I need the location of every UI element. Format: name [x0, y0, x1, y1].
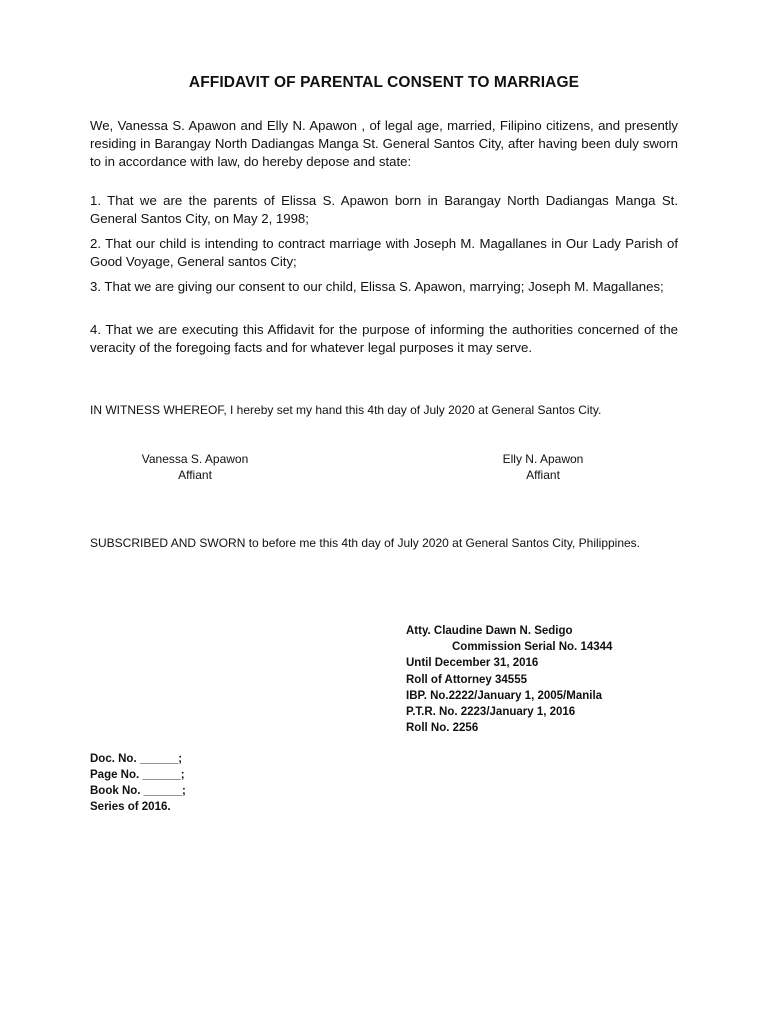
statement-item-1: 1. That we are the parents of Elissa S. Apawon born in Barangay North Dadiangas Manga St. General Santos City, on May 2, 1998;	[90, 193, 678, 226]
notary-ibp: IBP. No.2222/January 1, 2005/Manila	[406, 689, 603, 702]
notary-block	[406, 623, 612, 736]
series-year: Series of 2016.	[90, 801, 171, 813]
notary-commission: Commission Serial No. 14344	[452, 641, 613, 654]
page-number: Page No. ______;	[90, 769, 185, 781]
signatory-role: Affiant	[178, 468, 212, 482]
notary-until: Until December 31, 2016	[406, 657, 539, 670]
witness-clause: IN WITNESS WHEREOF, I hereby set my hand this 4th day of July 2020 at General Santos City.	[90, 403, 602, 417]
notary-roll-no: Roll No. 2256	[406, 722, 479, 735]
signatory-name: Elly N. Apawon	[502, 452, 584, 466]
notary-ptr: P.T.R. No. 2223/January 1, 2016	[406, 706, 576, 719]
statement-item-3: 3. That we are giving our consent to our child, Elissa S. Apawon, marrying; Joseph M. Magallanes;	[90, 279, 664, 294]
statement-item-2: 2. That our child is intending to contract marriage with Joseph M. Magallanes in Our Lady Parish of Good Voyage, General santos City;	[90, 236, 678, 269]
signature-block-left	[120, 451, 270, 483]
notary-name: Atty. Claudine Dawn N. Sedigo	[406, 625, 573, 637]
notary-roll-attorney: Roll of Attorney 34555	[406, 673, 527, 686]
book-number: Book No. ______;	[90, 785, 186, 797]
document-registry-info	[90, 751, 186, 815]
statement-item-4: 4. That we are executing this Affidavit for the purpose of informing the authorities concerned of the veracity of the foregoing facts and for whatever legal purposes it may serve.	[90, 322, 678, 355]
signatory-role: Affiant	[526, 468, 560, 482]
doc-number: Doc. No. ______;	[90, 753, 183, 765]
signature-block-right	[468, 451, 618, 483]
jurat-clause: SUBSCRIBED AND SWORN to before me this 4th day of July 2020 at General Santos City, Philippines.	[90, 536, 641, 550]
intro-paragraph: We, Vanessa S. Apawon and Elly N. Apawon , of legal age, married, Filipino citizens, and presently residing in Barangay North Dadiangas Manga St. General Santos City, after having been duly sworn to in accordance with law, do hereby depose and state:	[90, 118, 678, 169]
document-title: AFFIDAVIT OF PARENTAL CONSENT TO MARRIAGE	[188, 74, 580, 91]
signatory-name: Vanessa S. Apawon	[141, 452, 249, 466]
